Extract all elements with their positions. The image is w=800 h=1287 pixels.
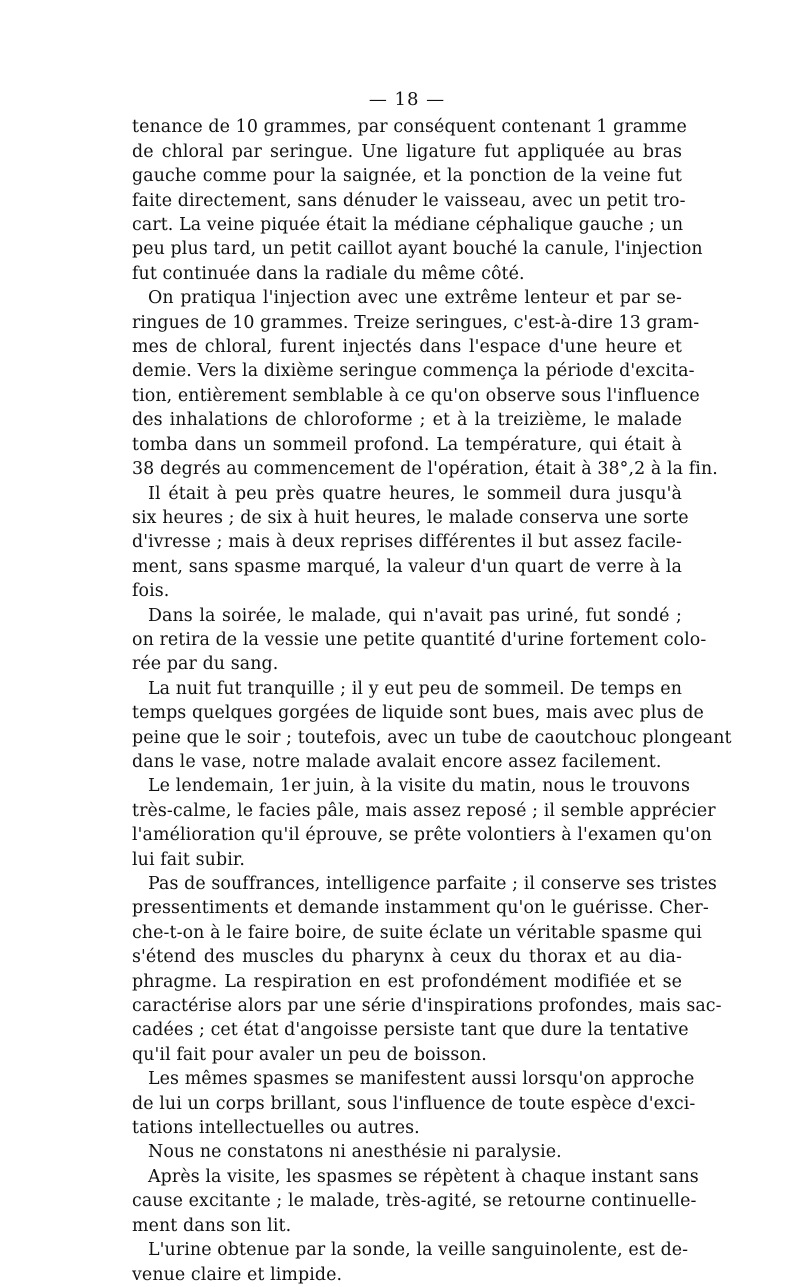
text-line: cart. La veine piquée était la médiane céphalique gauche ; un	[132, 215, 684, 236]
text-line: fois.	[132, 581, 170, 602]
text-line: Il était à peu près quatre heures, le sommeil dura jusqu'à	[148, 483, 682, 504]
text-line: caractérise alors par une série d'inspirations profondes, mais sac-	[132, 996, 722, 1017]
text-line: Pas de souffrances, intelligence parfaite ; il conserve ses tristes	[148, 874, 717, 894]
text-line: cadées ; cet état d'angoisse persiste tant que dure la tentative	[132, 1020, 689, 1041]
text-line: l'amélioration qu'il éprouve, se prête volontiers à l'examen qu'on	[132, 825, 712, 846]
text-line: 38 degrés au commencement de l'opération, était à 38°,2 à la fin.	[132, 459, 718, 480]
paragraph	[132, 1238, 689, 1287]
paragraph	[132, 482, 689, 604]
text-line: Dans la soirée, le malade, qui n'avait pas uriné, fut sondé ;	[148, 605, 682, 626]
text-line: Après la visite, les spasmes se répètent à chaque instant sans	[148, 1166, 699, 1187]
text-line: Le lendemain, 1er juin, à la visite du matin, nous le trouvons	[148, 776, 690, 797]
text-line: tations intellectuelles ou autres.	[132, 1118, 420, 1139]
paragraph	[132, 604, 707, 677]
paragraph	[132, 774, 716, 872]
page-number: — 18 —	[368, 89, 446, 110]
text-line: temps quelques gorgées de liquide sont bues, mais avec plus de	[132, 703, 704, 724]
text-line: s'étend des muscles du pharynx à ceux du thorax et au dia-	[132, 947, 682, 968]
text-line: On pratiqua l'injection avec une extrême lenteur et par se-	[148, 288, 682, 309]
text-line: des inhalations de chloroforme ; et à la treizième, le malade	[132, 410, 682, 431]
text-line: on retira de la vessie une petite quantité d'urine fortement colo-	[132, 629, 707, 650]
text-line: Les mêmes spasmes se manifestent aussi lorsqu'on approche	[148, 1069, 695, 1090]
text-line: de chloral par seringue. Une ligature fut appliquée au bras	[132, 141, 682, 162]
text-line: Nous ne constatons ni anesthésie ni paralysie.	[148, 1142, 562, 1163]
text-line: che-t-on à le faire boire, de suite éclate un véritable spasme qui	[132, 922, 702, 943]
text-line: fut continuée dans la radiale du même côté.	[132, 263, 525, 284]
text-line: peine que le soir ; toutefois, avec un tube de caoutchouc plongeant	[132, 727, 732, 748]
text-line: d'ivresse ; mais à deux reprises différentes il but assez facile-	[132, 532, 682, 553]
text-line: venue claire et limpide.	[132, 1264, 343, 1285]
text-line: L'urine obtenue par la sonde, la veille sanguinolente, est de-	[148, 1240, 689, 1261]
text-line: mes de chloral, furent injectés dans l'espace d'une heure et	[132, 337, 682, 358]
text-line: gauche comme pour la saignée, et la ponction de la veine fut	[132, 166, 682, 187]
text-line: La nuit fut tranquille ; il y eut peu de sommeil. De temps en	[148, 678, 682, 699]
paragraph	[132, 677, 732, 775]
text-line: lui fait subir.	[132, 849, 245, 870]
text-line: peu plus tard, un petit caillot ayant bouché la canule, l'injection	[132, 239, 703, 260]
text-line: tion, entièrement semblable à ce qu'on observe sous l'influence	[132, 385, 700, 406]
paragraph	[132, 1165, 699, 1238]
text-line: faite directement, sans dénuder le vaisseau, avec un petit tro-	[132, 190, 686, 211]
paragraph	[132, 115, 703, 286]
text-line: tomba dans un sommeil profond. La température, qui était à	[132, 434, 682, 455]
text-line: rée par du sang.	[132, 654, 279, 675]
text-line: ment, sans spasme marqué, la valeur d'un quart de verre à la	[132, 556, 682, 577]
text-line: dans le vase, notre malade avalait encore assez facilement.	[132, 751, 662, 772]
text-line: six heures ; de six à huit heures, le malade conserva une sorte	[132, 507, 689, 528]
text-line: pressentiments et demande instamment qu'on le guérisse. Cher-	[132, 898, 709, 919]
paragraph	[132, 1140, 682, 1164]
text-line: tenance de 10 grammes, par conséquent contenant 1 gramme	[132, 117, 687, 138]
paragraph	[132, 872, 722, 1067]
paragraph	[132, 1067, 696, 1140]
text-line: demie. Vers la dixième seringue commença la période d'excita-	[132, 361, 695, 382]
text-line: ringues de 10 grammes. Treize seringues, c'est-à-dire 13 gram-	[132, 312, 700, 333]
book-page	[132, 88, 732, 1287]
body-text	[132, 115, 732, 1287]
text-line: qu'il fait pour avaler un peu de boisson.	[132, 1044, 487, 1065]
text-line: de lui un corps brillant, sous l'influence de toute espèce d'exci-	[132, 1093, 696, 1114]
text-line: très-calme, le facies pâle, mais assez reposé ; il semble apprécier	[132, 800, 716, 821]
text-line: cause excitante ; le malade, très-agité, se retourne continuelle-	[132, 1191, 697, 1212]
text-line: phragme. La respiration en est profondément modifiée et se	[132, 971, 682, 992]
text-line: ment dans son lit.	[132, 1215, 292, 1236]
paragraph	[132, 286, 718, 481]
